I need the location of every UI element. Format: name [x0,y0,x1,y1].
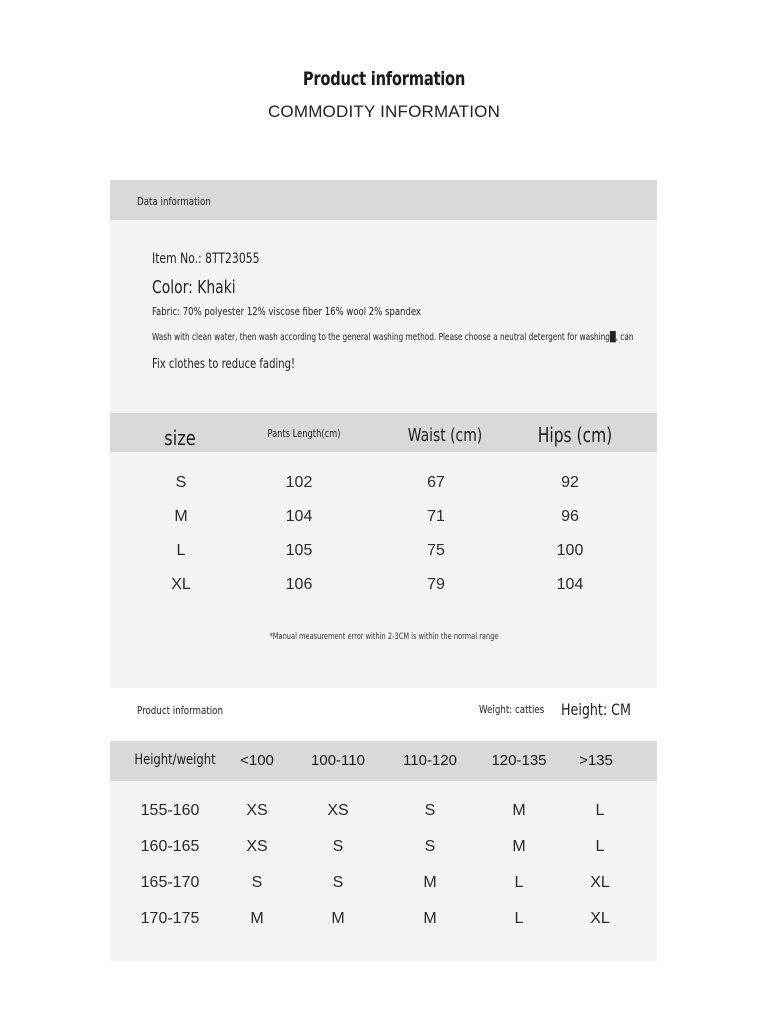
fit-table-cell: M [423,910,437,927]
size-table-cell: S [175,474,187,491]
size-table-cell: 79 [427,576,445,593]
height-unit-label: Height: CM [561,700,631,719]
size-table-cell: 104 [556,576,584,593]
waist-column-header: Waist (cm) [407,425,483,446]
fabric-composition: Fabric: 70% polyester 12% viscose fiber 16% wool 2% spandex [152,305,421,318]
product-color: Color: Khaki [152,277,236,298]
fit-table-cell: 170-175 [140,910,200,927]
wash-instructions: Wash with clean water, then wash according to the general washing method. Please choose a neutral detergent for washing█, can [152,332,634,343]
page-title: Product information [302,68,466,90]
data-info-label: Data information [137,195,211,208]
size-column-header: size [164,426,196,450]
fit-table-cell: M [250,910,264,927]
size-table-cell: 102 [285,474,313,491]
fit-section-label: Product information [137,704,224,717]
fit-table-cell: 160-165 [140,838,200,855]
weight-over-135-header: >135 [579,752,613,769]
measurement-note: *Manual measurement error within 2-3CM is within the normal range [269,632,499,642]
pants-length-column-header: Pants Length(cm) [267,427,341,440]
weight-unit-label: Weight: catties [479,703,545,716]
size-table-cell: 104 [285,508,313,525]
fit-table-cell: 155-160 [140,802,200,819]
fit-table-cell: L [595,838,605,855]
size-table-cell: 92 [561,474,579,491]
size-table-cell: 106 [285,576,313,593]
fit-table-cell: M [512,838,526,855]
height-weight-column-header: Height/weight [134,752,216,768]
fit-table-cell: M [331,910,345,927]
fit-table-cell: S [424,838,436,855]
size-table-cell: 75 [427,542,445,559]
data-info-band [110,180,657,220]
fit-table-cell: XS [327,802,349,819]
fit-table-cell: L [595,802,605,819]
page-subtitle: COMMODITY INFORMATION [267,102,501,121]
weight-110-120-header: 110-120 [403,752,457,769]
size-table-cell: 71 [427,508,445,525]
fit-table-cell: L [514,910,524,927]
fit-table-cell: S [332,838,344,855]
weight-120-135-header: 120-135 [491,752,547,769]
item-number: Item No.: 8TT23055 [152,251,260,267]
hips-column-header: Hips (cm) [537,423,613,447]
fit-table-cell: XL [590,874,610,891]
size-table-cell: 67 [427,474,445,491]
size-table-cell: L [176,542,186,559]
fit-table-cell: M [423,874,437,891]
fit-table-cell: 165-170 [140,874,200,891]
weight-under-100-header: <100 [240,752,274,769]
care-note: Fix clothes to reduce fading! [152,357,296,372]
fit-table-cell: S [251,874,263,891]
fit-table-cell: XS [246,802,268,819]
weight-100-110-header: 100-110 [311,752,365,769]
fit-table-cell: XS [246,838,268,855]
size-table-cell: XL [171,576,191,593]
size-table-cell: 105 [285,542,313,559]
fit-table-cell: S [332,874,344,891]
size-table-cell: 96 [561,508,579,525]
size-table-cell: 100 [556,542,584,559]
size-table-cell: M [174,508,188,525]
fit-table-cell: XL [590,910,610,927]
fit-table-cell: L [514,874,524,891]
fit-table-cell: S [424,802,436,819]
fit-table-cell: M [512,802,526,819]
